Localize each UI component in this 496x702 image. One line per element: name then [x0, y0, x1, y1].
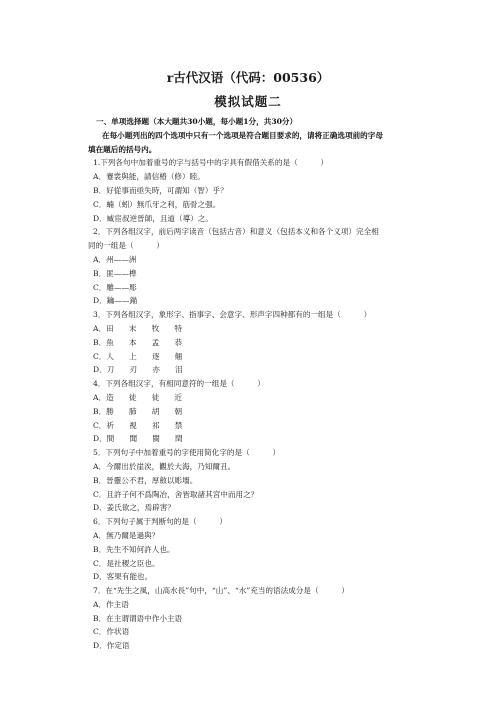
answer-option: C．蝻（蚓）無爪牙之利，筋骨之强。: [93, 199, 221, 209]
answer-option: A．作主语: [93, 599, 129, 609]
answer-option: D．客果有能也。: [93, 572, 153, 582]
question-item: [88, 156, 406, 225]
question-item: [88, 446, 406, 515]
answer-option: D．鑰——錨: [93, 296, 138, 306]
question-item: [88, 515, 406, 584]
answer-option: A．州——洲: [93, 254, 137, 264]
question-stem: 4．下列各组汉字，有相同意符的一组是（ ）: [93, 379, 265, 389]
answer-option: C．雕——彫: [93, 282, 137, 292]
answer-option: C．人 上 逐 翹: [93, 351, 183, 361]
question-list: [88, 156, 406, 653]
answer-option: C．且許子何不爲陶冶，舍皆取諸其宮中而用之？: [93, 489, 259, 499]
answer-option: A．今爾出於崖涘，觀於大海，乃知爾丑。: [93, 461, 236, 471]
answer-option: B．先生不知何許人也。: [93, 544, 175, 554]
question-item: [88, 225, 406, 308]
answer-option: A．無乃爾是過與？: [93, 530, 160, 540]
section-heading: 一、单项选择题（本大题共30小题，每小题1分，共30分）: [96, 117, 298, 126]
answer-option: D．作定语: [93, 641, 130, 651]
answer-option: D．刀 刃 亦 泪: [93, 365, 183, 375]
answer-option: C．是社稷之臣也。: [93, 558, 160, 568]
section-instruction: 在每小题列出的四个选项中只有一个选项是符合题目要求的，请将正确选项前的字母: [102, 130, 383, 140]
answer-option: C．祈 視 祁 禁: [93, 420, 183, 430]
section-instruction: 填在题后的括号内。: [88, 144, 157, 154]
answer-option: B．匪——榫: [93, 268, 137, 278]
answer-option: B．魚 本 孟 恭: [93, 337, 183, 347]
document-subtitle: 模拟试题二: [214, 94, 282, 109]
answer-option: D．間 聞 閩 閏: [93, 434, 183, 444]
question-item: [88, 308, 406, 377]
answer-option: A．造 徒 徒 近: [93, 392, 183, 402]
document-title: r古代汉语（代码：00536）: [166, 70, 330, 85]
question-stem: 3．下列各组汉字，象形字、指事字、会意字、形声字四种都有的一组是（ ）: [93, 310, 372, 320]
answer-option: C．作状语: [93, 627, 130, 637]
answer-option: B．勝 肺 胡 朝: [93, 406, 183, 416]
answer-option: D．臧宦叔逆晉師，且道（導）之。: [93, 213, 213, 223]
answer-option: B．好從事而亟失時，可謂知（智）乎？: [93, 185, 228, 195]
question-stem: 6．下列句子属于判断句的是（ ）: [93, 517, 227, 527]
question-stem: 1.下列各句中加着重号的字与括号中的字具有假借关系的是（ ）: [93, 158, 329, 168]
answer-option: A．田 末 牧 特: [93, 323, 183, 333]
answer-option: D．姜氏欲之，焉辟害？: [93, 503, 176, 513]
question-item: [88, 584, 406, 653]
document-body: [88, 115, 406, 653]
question-stem: 同的一组是（ ）: [88, 241, 164, 251]
question-stem: 5．下列句子中加着重号的字使用简化字的是（ ）: [93, 448, 281, 458]
question-stem: 2．下列各组汉字，前后两字读音（包括古音）和意义（包括本义和各个义项）完全相: [93, 227, 379, 237]
question-stem: 7．在“先生之風，山高水長”句中，“山”、“水”充当的语法成分是（ ）: [93, 586, 349, 596]
question-item: [88, 377, 406, 446]
answer-option: B．晉靈公不君，厚斂以彫墻。: [93, 475, 198, 485]
answer-option: A．蹇裳與能，請信椿（修）睦。: [93, 172, 205, 182]
answer-option: B．在主谓谓语中作小主语: [93, 613, 183, 623]
